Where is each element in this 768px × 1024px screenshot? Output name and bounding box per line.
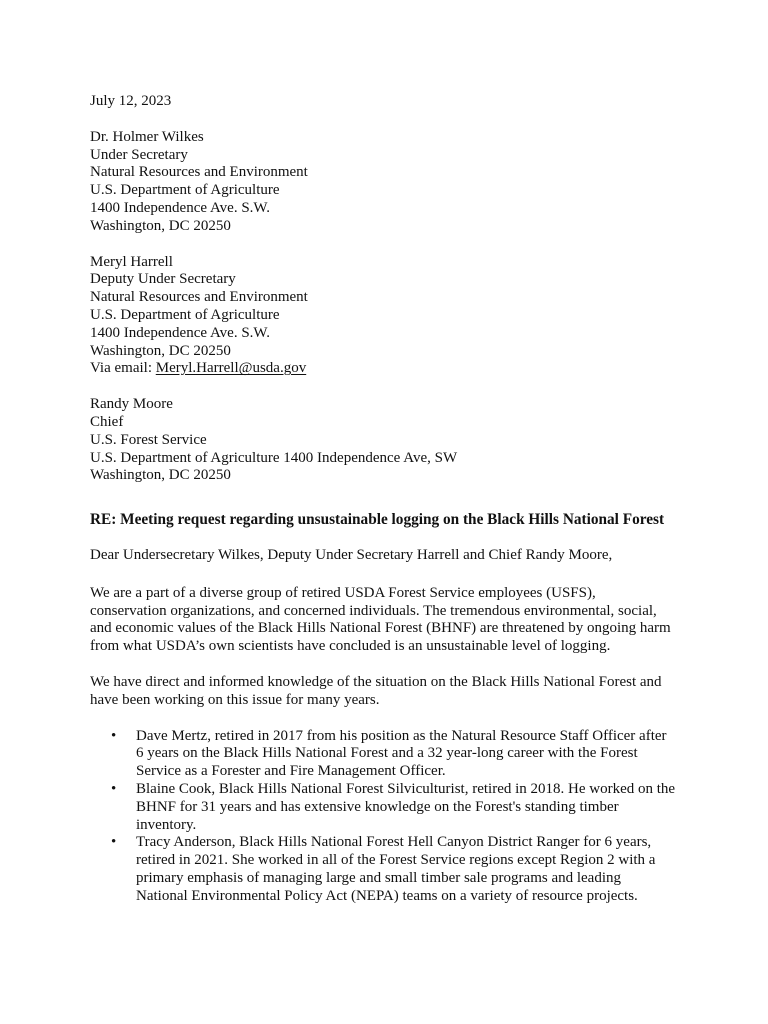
paragraph-line: conservation organizations, and concerned individuals. The tremendous environmental, social, <box>90 602 657 619</box>
letter-page <box>90 93 720 905</box>
paragraph-line: have been working on this issue for many years. <box>90 691 380 708</box>
recipient-address-harrell <box>90 254 720 379</box>
recipient-department: U.S. Department of Agriculture <box>90 182 280 199</box>
staff-list <box>90 728 720 906</box>
recipient-street: 1400 Independence Ave. S.W. <box>90 324 270 341</box>
recipient-title: Under Secretary <box>90 146 188 163</box>
paragraph-line: We are a part of a diverse group of retired USDA Forest Service employees (USFS), <box>90 584 596 601</box>
list-item-line: Dave Mertz, retired in 2017 from his position as the Natural Resource Staff Officer after <box>136 727 667 744</box>
recipient-title: Deputy Under Secretary <box>90 271 236 288</box>
recipient-title: Chief <box>90 413 124 430</box>
list-item-line: National Environmental Policy Act (NEPA) teams on a variety of resource projects. <box>136 887 638 904</box>
recipient-office: Natural Resources and Environment <box>90 289 308 306</box>
list-item <box>90 834 720 905</box>
list-item-line: Tracy Anderson, Black Hills National Forest Hell Canyon District Ranger for 6 years, <box>136 834 652 851</box>
recipient-address-wilkes <box>90 129 720 236</box>
bullet-icon: • <box>111 834 117 851</box>
recipient-street: 1400 Independence Ave. S.W. <box>90 199 270 216</box>
recipient-city: Washington, DC 20250 <box>90 467 231 484</box>
recipient-office: Natural Resources and Environment <box>90 164 308 181</box>
recipient-email-line <box>90 360 720 378</box>
recipient-name: Dr. Holmer Wilkes <box>90 128 204 145</box>
bullet-icon: • <box>111 780 117 797</box>
paragraph-line: and economic values of the Black Hills National Forest (BHNF) are threatened by ongoing harm <box>90 620 671 637</box>
recipient-department: U.S. Department of Agriculture <box>90 306 280 323</box>
recipient-name: Meryl Harrell <box>90 253 173 270</box>
letter-date: July 12, 2023 <box>90 93 172 109</box>
recipient-street: U.S. Department of Agriculture 1400 Independence Ave, SW <box>90 449 458 466</box>
recipient-name: Randy Moore <box>90 396 173 413</box>
list-item-line: inventory. <box>136 816 197 833</box>
list-item-line: Blaine Cook, Black Hills National Forest Silviculturist, retired in 2018. He worked on the <box>136 780 676 797</box>
list-item-line: Service as a Forester and Fire Management Officer. <box>136 763 446 780</box>
recipient-city: Washington, DC 20250 <box>90 342 231 359</box>
list-item-line: BHNF for 31 years and has extensive knowledge on the Forest's standing timber <box>136 798 619 815</box>
list-item <box>90 781 720 834</box>
list-item-line: retired in 2021. She worked in all of the Forest Service regions except Region 2 with a <box>136 852 656 869</box>
recipient-city: Washington, DC 20250 <box>90 217 231 234</box>
recipient-address-moore <box>90 396 720 485</box>
paragraph-line: from what USDA’s own scientists have concluded is an unsustainable level of logging. <box>90 638 611 655</box>
email-prefix: Via email: <box>90 360 156 377</box>
salutation: Dear Undersecretary Wilkes, Deputy Under Secretary Harrell and Chief Randy Moore, <box>90 546 613 563</box>
subject-line: RE: Meeting request regarding unsustainable logging on the Black Hills National Forest <box>90 511 665 529</box>
paragraph-line: We have direct and informed knowledge of the situation on the Black Hills National Forest and <box>90 673 662 690</box>
bullet-icon: • <box>111 727 117 744</box>
email-link[interactable]: Meryl.Harrell@usda.gov <box>155 360 307 377</box>
list-item-line: 6 years on the Black Hills National Forest and a 32 year-long career with the Forest <box>136 745 638 762</box>
list-item-line: primary emphasis of managing large and small timber sale programs and leading <box>136 869 622 886</box>
recipient-office: U.S. Forest Service <box>90 431 207 448</box>
list-item <box>90 728 720 781</box>
body-paragraph <box>90 585 720 656</box>
body-paragraph <box>90 674 720 710</box>
